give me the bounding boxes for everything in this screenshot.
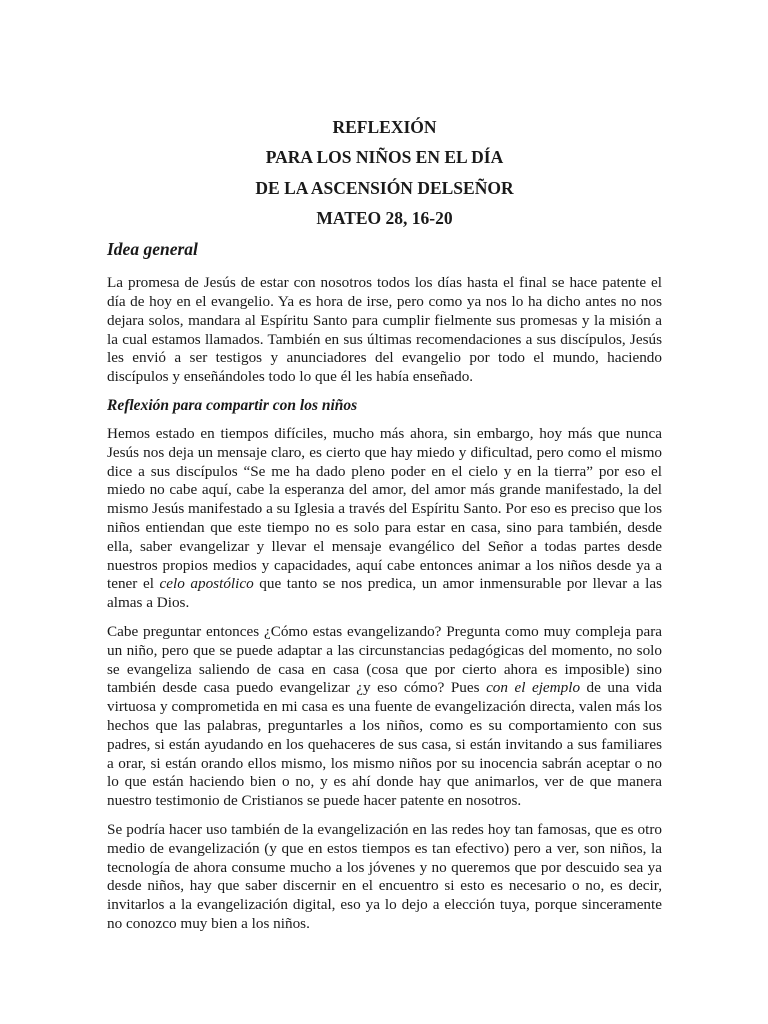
title-line-4: MATEO 28, 16-20 xyxy=(316,207,453,228)
paragraph-text: Cabe preguntar entonces ¿Cómo estas evangelizando? Pregunta como muy compleja para un niño, pero que se puede adaptar a las circunstancias pedagógicas del momento, no solo se evangeliza saliendo de casa en casa (cosa que por cierto ahora es imposible) sino también desde casa puedo evangelizar ¿y eso cómo? Pues xyxy=(107,622,662,697)
emphasis-text: celo apostólico xyxy=(159,575,254,593)
paragraph-reflexion-1 xyxy=(107,425,662,613)
document-title xyxy=(107,118,662,227)
paragraph-idea-general: La promesa de Jesús de estar con nosotros todos los días hasta el final se hace patente el día de hoy en el evangelio. Ya es hora de irse, pero como ya nos lo ha dicho antes no nos dejara solos, mandara al Espíritu Santo para cumplir fielmente sus promesas y la misión a la cual estamos llamados. También en sus últimas recomendaciones a sus discípulos, Jesús les envió a ser testigos y anunciadores del evangelio por todo el mundo, haciendo discípulos y enseñándoles todo lo que él les había enseñado. xyxy=(107,274,662,386)
title-line-3: DE LA ASCENSIÓN DELSEÑOR xyxy=(255,177,514,198)
title-line-2: PARA LOS NIÑOS EN EL DÍA xyxy=(265,147,504,168)
paragraph-reflexion-3: Se podría hacer uso también de la evangelización en las redes hoy tan famosas, que es otro medio de evangelización (y que en estos tiempos es tan efectivo) pero a ver, son niños, la tecnología de ahora consume mucho a los jóvenes y no queremos que por descuido sea ya desde niños, hay que saber discernir en el encuentro si esto es necesario o no, es decir, invitarlos a la evangelización digital, eso ya lo dejo a elección tuya, porque sinceramente no conozco muy bien a los niños. xyxy=(107,820,662,932)
section-heading-idea-general: Idea general xyxy=(107,239,198,260)
paragraph-text: de una vida virtuosa y comprometida en mi casa es una fuente de evangelización directa, valen más los hechos que las palabras, preguntarles a los niños, como es su comportamiento con sus padres, si están ayudando en los quehaceres de sus casa, si están invitando a sus familiares a orar, si están orando ellos mismo, los mismo niños por su inocencia sabrán aceptar o no lo que están haciendo bien o no, y es ahí donde hay que animarlos, ver de que manera nuestro testimonio de Cristianos se puede hacer patente en nosotros. xyxy=(107,679,662,810)
document-page xyxy=(107,0,662,934)
paragraph-reflexion-2 xyxy=(107,623,662,811)
title-line-1: REFLEXIÓN xyxy=(332,117,437,137)
paragraph-text: Hemos estado en tiempos difíciles, mucho más ahora, sin embargo, hoy más que nunca Jesús nos deja un mensaje claro, es cierto que hay miedo y dificultad, pero como el mismo dice a sus discípulos “Se me ha dado pleno poder en el cielo y en la tierra” por eso el miedo no cabe aquí, cabe la esperanza del amor, del amor más grande manifestado, la del mismo Jesús manifestado a su Iglesia a través del Espíritu Santo. Por eso es preciso que los niños entiendan que este tiempo no es solo para estar en casa, sino para también, desde ella, saber evangelizar y llevar el mensaje evangélico del Señor a todas partes desde nuestros propios medios y capacidades, aquí cabe entonces animar a los niños desde ya a tener el xyxy=(107,424,662,593)
section-heading-reflexion: Reflexión para compartir con los niños xyxy=(107,396,358,414)
paragraph-text: que tanto se nos predica, un amor inmensurable por llevar a las almas a Dios. xyxy=(107,575,662,612)
emphasis-text: con el ejemplo xyxy=(486,679,581,697)
